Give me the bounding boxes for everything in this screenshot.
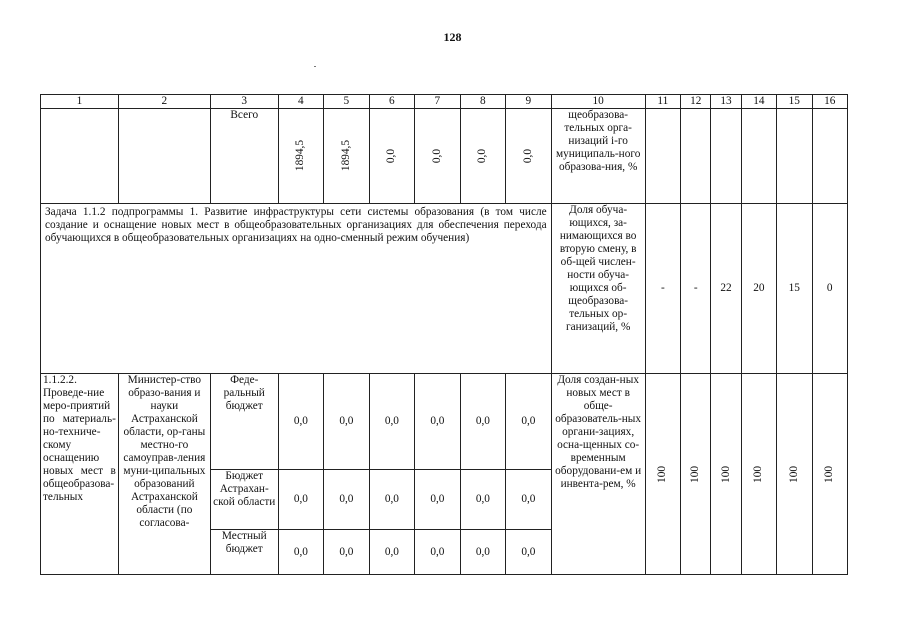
funding-value: 0,0: [324, 470, 370, 530]
target-value: -: [645, 204, 680, 374]
funding-value: 0,0: [415, 530, 461, 575]
funding-value: 0,0: [278, 470, 324, 530]
total-value: 0,0: [521, 148, 534, 164]
header-cell: 16: [812, 95, 848, 109]
header-cell: 8: [460, 95, 506, 109]
program-table: [40, 94, 848, 575]
target-value: 100: [787, 465, 800, 483]
total-value: 0,0: [476, 148, 489, 164]
funding-value: 0,0: [369, 530, 415, 575]
funding-value: 0,0: [506, 530, 552, 575]
header-cell: 13: [711, 95, 741, 109]
total-value: 0,0: [385, 148, 398, 164]
header-cell: 3: [210, 95, 278, 109]
header-cell: 2: [118, 95, 210, 109]
funding-source-label: Феде-ральный бюджет: [210, 374, 278, 470]
header-cell: 11: [645, 95, 680, 109]
activity-executor: Министер-ство образо-вания и науки Астраханской области, ор-ганы местно-го самоуправ-ления муни-ципальных образований Астраханской области (по согласова-: [118, 374, 210, 575]
funding-source-label: Бюджет Астрахан-ской области: [210, 470, 278, 530]
header-cell: 14: [741, 95, 776, 109]
funding-value: 0,0: [415, 374, 461, 470]
total-value: 1894,5: [339, 140, 352, 172]
funding-value: 0,0: [278, 530, 324, 575]
header-cell: 9: [506, 95, 552, 109]
target-value: 15: [777, 204, 812, 374]
task-description: Задача 1.1.2 подпрограммы 1. Развитие инфраструктуры сети системы образования (в том числе создание и оснащение новых мест в общеобразовательных организациях для обеспечения перехода обучающихся в общеобразовательных организациях на одно-сменный режим обучения): [41, 204, 552, 374]
total-value: 1894,5: [294, 140, 307, 172]
target-value: -: [681, 204, 711, 374]
indicator-cell: щеобразова-тельных орга-низаций i-го муниципаль-ного образова-ния, %: [551, 109, 645, 204]
total-row: [41, 109, 848, 204]
target-value: 100: [823, 465, 836, 483]
activity-row: [41, 374, 848, 470]
header-cell: 10: [551, 95, 645, 109]
funding-value: 0,0: [324, 374, 370, 470]
target-value: 22: [711, 204, 741, 374]
total-value: 0,0: [430, 148, 443, 164]
task-row: [41, 204, 848, 374]
header-row: [41, 95, 848, 109]
funding-value: 0,0: [460, 374, 506, 470]
total-source-label: Всего: [210, 109, 278, 204]
funding-value: 0,0: [506, 470, 552, 530]
activity-name: 1.1.2.2. Проведе-ние меро-приятий по материаль-но-техниче-скому оснащению новых мест в общеобразова-тельных: [41, 374, 119, 575]
funding-value: 0,0: [278, 374, 324, 470]
header-cell: 15: [777, 95, 812, 109]
target-value: 100: [689, 465, 702, 483]
funding-value: 0,0: [460, 470, 506, 530]
indicator-cell: Доля создан-ных новых мест в обще-образователь-ных органи-зациях, осна-щенных со-временным оборудовани-ем и инвента-рем, %: [551, 374, 645, 575]
funding-value: 0,0: [460, 530, 506, 575]
header-cell: 1: [41, 95, 119, 109]
scan-speck: [314, 66, 316, 67]
target-value: 100: [719, 465, 732, 483]
funding-value: 0,0: [369, 374, 415, 470]
funding-value: 0,0: [324, 530, 370, 575]
page-number: 128: [443, 30, 462, 44]
target-value: 100: [752, 465, 765, 483]
target-value: 0: [812, 204, 848, 374]
header-cell: 12: [681, 95, 711, 109]
header-cell: 6: [369, 95, 415, 109]
header-cell: 5: [324, 95, 370, 109]
funding-value: 0,0: [415, 470, 461, 530]
target-value: 20: [741, 204, 776, 374]
header-cell: 7: [415, 95, 461, 109]
funding-value: 0,0: [369, 470, 415, 530]
target-value: 100: [656, 465, 669, 483]
header-cell: 4: [278, 95, 324, 109]
funding-value: 0,0: [506, 374, 552, 470]
funding-source-label: Местный бюджет: [210, 530, 278, 575]
indicator-cell: Доля обуча-ющихся, за-нимающихся во вторую смену, в об-щей числен-ности обуча-ющихся об-щеобразова-тельных ор-ганизаций, %: [551, 204, 645, 374]
